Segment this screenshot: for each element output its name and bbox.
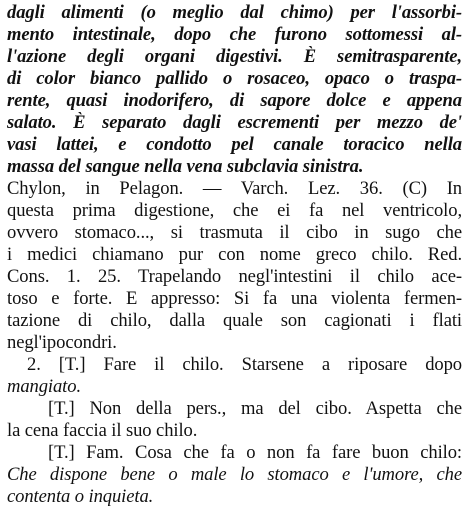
text-line-18: mangiato.	[7, 376, 81, 397]
text-line-5: rente, quasi inodorifero, di sapore dolce e appena	[7, 90, 462, 111]
text-line-1: dagli alimenti (o meglio dal chimo) per l'assorbi-	[7, 2, 462, 23]
text-line-22: Che dispone bene o male lo stomaco e l'umore, che	[7, 464, 462, 485]
text-line-21: [T.] Fam. Cosa che fa o non fa fare buon chilo:	[48, 442, 462, 463]
text-line-11: ovvero stomaco..., si trasmuta il cibo in sugo che	[7, 222, 462, 243]
text-line-8: massa del sangue nella vena subclavia sinistra.	[7, 156, 364, 177]
text-line-2: mento intestinale, dopo che furono sottomessi al-	[7, 24, 462, 45]
text-line-20: la cena faccia il suo chilo.	[7, 420, 198, 441]
text-line-16: negl'ipocondri.	[7, 332, 117, 353]
text-line-15: tazione di chilo, dalla quale son cagionati i flati	[7, 310, 462, 331]
text-line-3: l'azione degli organi digestivi. È semitrasparente,	[7, 46, 462, 67]
text-line-23: contenta o inquieta.	[7, 486, 154, 507]
text-line-19: [T.] Non della pers., ma del cibo. Aspetta che	[48, 398, 462, 419]
text-line-14: toso e forte. E appresso: Si fa una violenta fermen-	[7, 288, 462, 309]
text-line-4: di color bianco pallido o rosaceo, opaco o traspa-	[7, 68, 462, 89]
text-line-10: questa prima digestione, che ei fa nel ventricolo,	[7, 200, 462, 221]
text-line-9: Chylon, in Pelagon. — Varch. Lez. 36. (C) In	[7, 178, 462, 199]
text-line-12: i medici chiamano pur con nome greco chilo. Red.	[7, 244, 462, 265]
text-line-6: salato. È separato dagli escrementi per mezzo de'	[7, 112, 462, 133]
text-line-7: vasi lattei, e condotto pel canale toracico nella	[7, 134, 462, 155]
text-line-17: 2. [T.] Fare il chilo. Starsene a riposare dopo	[27, 354, 462, 375]
text-line-13: Cons. 1. 25. Trapelando negl'intestini il chilo ace-	[7, 266, 462, 287]
